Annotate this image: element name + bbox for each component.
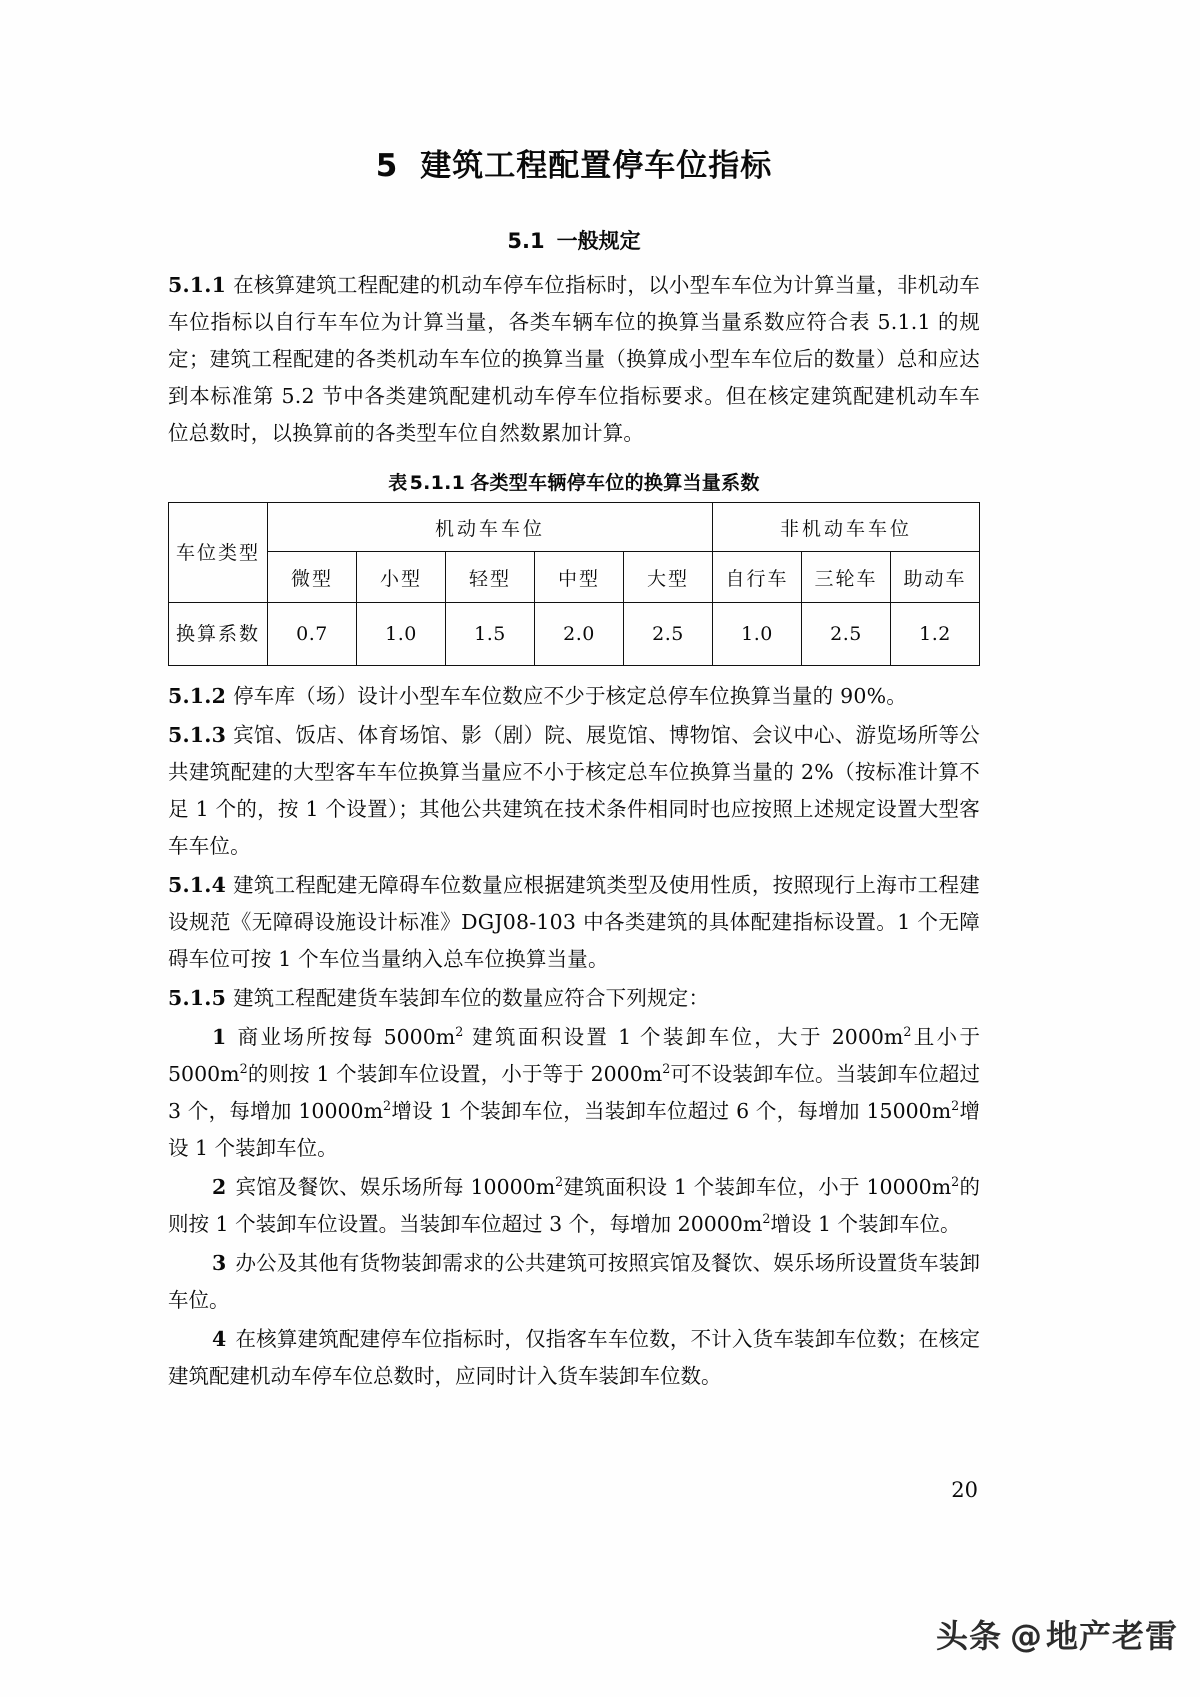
watermark [936, 1611, 1178, 1657]
subitem-index: 2 [212, 1175, 227, 1199]
chapter-title-text: 建筑工程配置停车位指标 [420, 148, 773, 184]
table-col-4: 大型 [624, 552, 713, 603]
subitem-4 [168, 1319, 980, 1395]
clause-5-1-3 [168, 715, 980, 865]
subitem-text: 商业场所按每 $5000m^2$ 建筑面积设置 1 个装卸车位，大于 $2000m^2$且小于 $5000m^2$的则按 1 个装卸车位设置，小于等于 $2000m^2$可不设装卸车位。当装卸车位超过 3 个，每增加 $10000m^2$增设 1 个装卸车位，当装卸车位超过 6 个，每增加 $15000m^2$增设 1 个装卸车位。 [168, 1024, 981, 1160]
subitem-text: 办公及其他有货物装卸需求的公共建筑可按照宾馆及餐饮、娱乐场所设置货车装卸车位。 [168, 1251, 980, 1312]
table-col-3: 中型 [535, 552, 624, 603]
clause-5-1-2 [168, 666, 980, 715]
table-header-group-row [169, 503, 980, 552]
clause-text: 建筑工程配建无障碍车位数量应根据建筑类型及使用性质，按照现行上海市工程建设规范《无障碍设施设计标准》DGJ08-103 中各类建筑的具体配建指标设置。1 个无障碍车位可按 1 个车位当量纳入总车位换算当量。 [168, 873, 980, 971]
subitem-index: 4 [212, 1327, 227, 1351]
subitem-list [168, 1017, 980, 1395]
table-group-nonmotor: 非机动车车位 [713, 503, 980, 552]
clause-label: 5.1.4 [168, 873, 227, 897]
page-content [168, 0, 980, 1395]
subitem-1 [168, 1017, 980, 1167]
conversion-coefficient-table [168, 502, 980, 666]
table-value-4: 2.5 [624, 603, 713, 666]
clause-5-1-1 [168, 255, 980, 452]
table-header-column-row [169, 552, 980, 603]
table-corner-header: 车位类型 [169, 503, 268, 603]
watermark-prefix: 头条 [935, 1617, 1002, 1655]
table-col-5: 自行车 [713, 552, 802, 603]
clause-5-1-5 [168, 978, 980, 1017]
table-col-6: 三轮车 [802, 552, 891, 603]
clause-text: 建筑工程配建货车装卸车位的数量应符合下列规定： [233, 986, 710, 1010]
clause-label: 5.1.5 [168, 986, 227, 1010]
table-value-7: 1.2 [891, 603, 980, 666]
table-col-1: 小型 [357, 552, 446, 603]
clause-label: 5.1.2 [168, 684, 227, 708]
subitem-3 [168, 1243, 980, 1319]
table-caption [168, 452, 980, 502]
table-col-7: 助动车 [891, 552, 980, 603]
table-col-0: 微型 [268, 552, 357, 603]
table-value-1: 1.0 [357, 603, 446, 666]
subitem-2 [168, 1167, 980, 1243]
table-value-6: 2.5 [802, 603, 891, 666]
subitem-index: 1 [212, 1025, 227, 1049]
page-number: 20 [951, 1478, 978, 1502]
subitem-text: 在核算建筑配建停车位指标时，仅指客车车位数，不计入货车装卸车位数；在核定建筑配建机动车停车位总数时，应同时计入货车装卸车位数。 [168, 1327, 980, 1388]
table-caption-title: 各类型车辆停车位的换算当量系数 [470, 472, 760, 494]
table-caption-number: 5.1.1 [409, 472, 466, 494]
table-value-5: 1.0 [713, 603, 802, 666]
table-col-2: 轻型 [446, 552, 535, 603]
table-row-label: 换算系数 [169, 603, 268, 666]
table-caption-prefix: 表 [388, 472, 408, 494]
watermark-account: 地产老雷 [1045, 1617, 1178, 1655]
table-value-0: 0.7 [268, 603, 357, 666]
chapter-title [168, 0, 980, 185]
table-value-3: 2.0 [535, 603, 624, 666]
watermark-at-symbol: @ [1009, 1617, 1043, 1655]
section-number: 5.1 [507, 229, 545, 253]
clause-text: 宾馆、饭店、体育场馆、影（剧）院、展览馆、博物馆、会议中心、游览场所等公共建筑配建的大型客车车位换算当量应不小于核定总车位换算当量的 2%（按标准计算不足 1 个的，按 1 个设置）；其他公共建筑在技术条件相同时也应按照上述规定设置大型客车车位。 [168, 723, 980, 858]
subitem-text: 宾馆及餐饮、娱乐场所每 $10000m^2$建筑面积设 1 个装卸车位，小于 $10000m^2$的则按 1 个装卸车位设置。当装卸车位超过 3 个，每增加 $20000m^2$增设 1 个装卸车位。 [168, 1174, 981, 1236]
table-group-motor: 机动车车位 [268, 503, 713, 552]
subitem-index: 3 [212, 1251, 227, 1275]
chapter-number: 5 [375, 148, 399, 184]
table-value-2: 1.5 [446, 603, 535, 666]
clause-label: 5.1.1 [168, 273, 227, 297]
section-title [168, 185, 980, 255]
clause-text: 在核算建筑工程配建的机动车停车位指标时，以小型车车位为计算当量，非机动车车位指标以自行车车位为计算当量，各类车辆车位的换算当量系数应符合表 5.1.1 的规定；建筑工程配建的各类机动车车位的换算当量（换算成小型车车位后的数量）总和应达到本标准第 5.2 节中各类建筑配建机动车停车位指标要求。但在核定建筑配建机动车车位总数时，以换算前的各类型车位自然数累加计算。 [168, 273, 980, 445]
clause-5-1-4 [168, 865, 980, 978]
clause-text: 停车库（场）设计小型车车位数应不少于核定总停车位换算当量的 90%。 [233, 684, 907, 708]
table-row [169, 603, 980, 666]
clause-label: 5.1.3 [168, 723, 227, 747]
section-title-text: 一般规定 [556, 229, 641, 253]
